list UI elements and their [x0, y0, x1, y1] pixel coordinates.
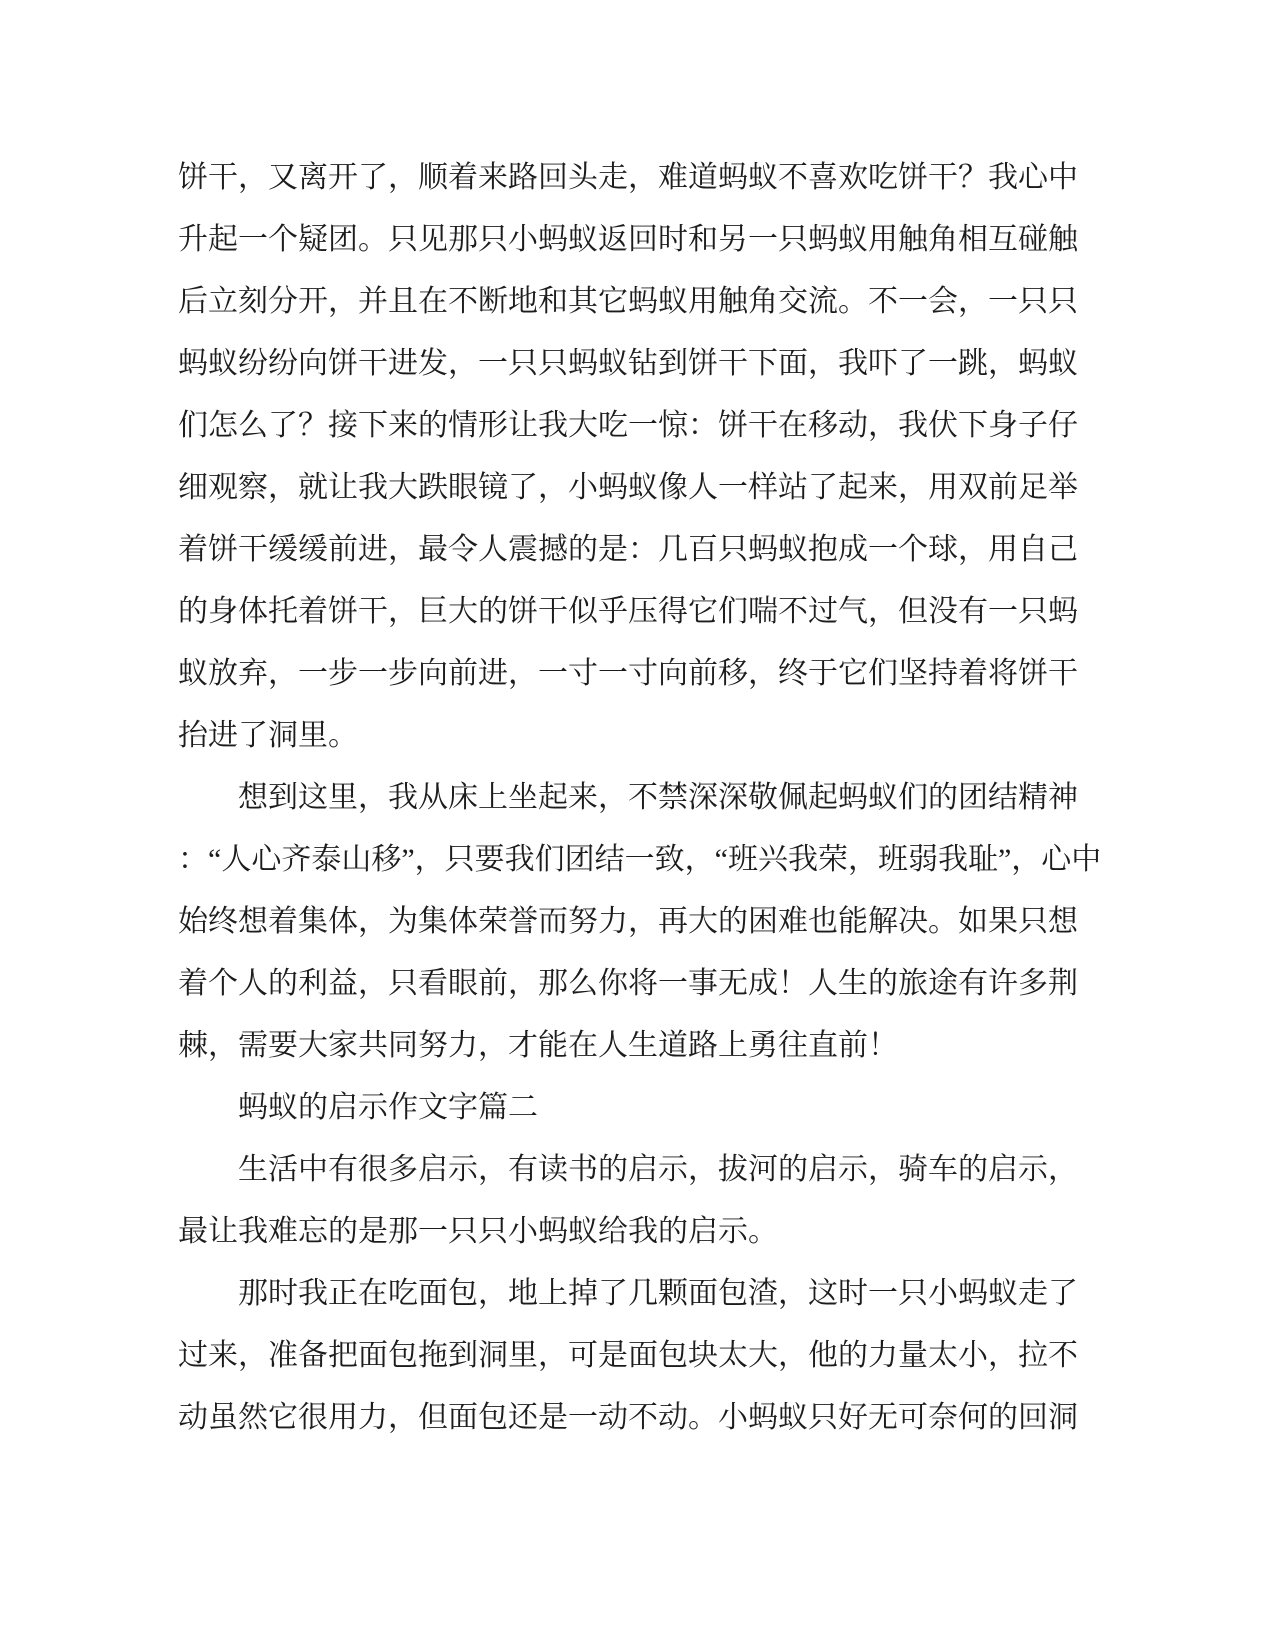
- text-line: 饼干，又离开了，顺着来路回头走，难道蚂蚁不喜欢吃饼干？我心中: [178, 161, 1078, 194]
- paragraph-start-line: 那时我正在吃面包，地上掉了几颗面包渣，这时一只小蚂蚁走了: [238, 1277, 1078, 1310]
- paragraph-start-line: 想到这里，我从床上坐起来，不禁深深敬佩起蚂蚁们的团结精神: [238, 781, 1078, 814]
- text-line: 蚂蚁纷纷向饼干进发，一只只蚂蚁钻到饼干下面，我吓了一跳，蚂蚁: [178, 347, 1078, 380]
- text-line: 着个人的利益，只看眼前，那么你将一事无成！人生的旅途有许多荆: [178, 967, 1078, 1000]
- text-line: 蚁放弃，一步一步向前进，一寸一寸向前移，终于它们坚持着将饼干: [178, 657, 1078, 690]
- text-line: 后立刻分开，并且在不断地和其它蚂蚁用触角交流。不一会，一只只: [178, 285, 1078, 318]
- text-line: 动虽然它很用力，但面包还是一动不动。小蚂蚁只好无可奈何的回洞: [178, 1401, 1078, 1434]
- paragraph-start-line: 生活中有很多启示，有读书的启示，拔河的启示，骑车的启示，: [238, 1153, 1078, 1186]
- text-line: 的身体托着饼干，巨大的饼干似乎压得它们喘不过气，但没有一只蚂: [178, 595, 1078, 628]
- text-line: 细观察，就让我大跌眼镜了，小蚂蚁像人一样站了起来，用双前足举: [178, 471, 1078, 504]
- text-line: 始终想着集体，为集体荣誉而努力，再大的困难也能解决。如果只想: [178, 905, 1078, 938]
- section-heading: 蚂蚁的启示作文字篇二: [238, 1091, 538, 1124]
- text-line: 过来，准备把面包拖到洞里，可是面包块太大，他的力量太小，拉不: [178, 1339, 1078, 1372]
- text-line: 着饼干缓缓前进，最令人震撼的是：几百只蚂蚁抱成一个球，用自己: [178, 533, 1078, 566]
- text-line: ：“人心齐泰山移”，只要我们团结一致，“班兴我荣，班弱我耻”，心中: [178, 843, 1102, 876]
- text-line: 们怎么了？接下来的情形让我大吃一惊：饼干在移动，我伏下身子仔: [178, 409, 1078, 442]
- text-line: 升起一个疑团。只见那只小蚂蚁返回时和另一只蚂蚁用触角相互碰触: [178, 223, 1078, 256]
- paragraph-end-line: 最让我难忘的是那一只只小蚂蚁给我的启示。: [178, 1215, 778, 1248]
- essay-body: [178, 147, 1102, 1449]
- paragraph-end-line: 抬进了洞里。: [178, 719, 358, 752]
- paragraph-end-line: 棘，需要大家共同努力，才能在人生道路上勇往直前！: [178, 1029, 898, 1062]
